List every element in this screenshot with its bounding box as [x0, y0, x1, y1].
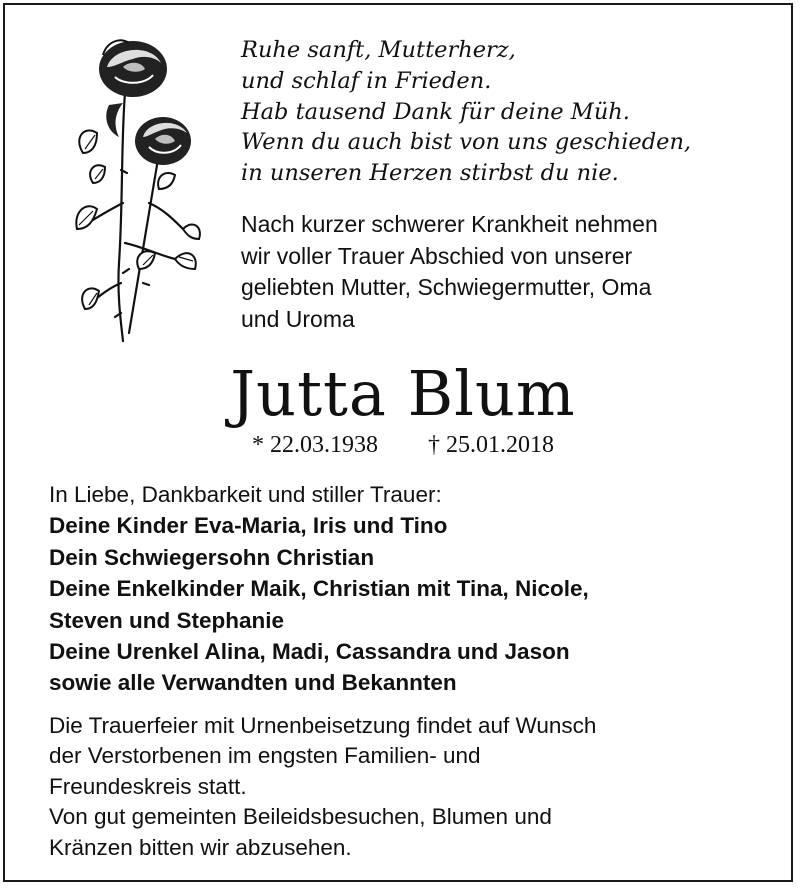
poem-line: Ruhe sanft, Mutterherz, [241, 37, 516, 63]
notice-line: der Verstorbenen im engsten Familien- und [49, 743, 481, 769]
life-dates [5, 430, 800, 460]
poem-line: Wenn du auch bist von uns geschieden, [241, 129, 692, 156]
funeral-notice [49, 711, 789, 863]
mourner-line: Dein Schwiegersohn Christian [49, 544, 375, 570]
announcement-intro [241, 209, 781, 335]
intro-line: und Uroma [241, 305, 355, 332]
poem-line: Hab tausend Dank für deine Müh. [241, 98, 630, 125]
mourner-line: Deine Enkelkinder Maik, Christian mit Tina, Nicole, [49, 576, 589, 602]
mourners-lead: In Liebe, Dankbarkeit und stiller Trauer: [49, 482, 442, 507]
notice-line: Freundeskreis statt. [49, 773, 247, 799]
poem-line: in unseren Herzen stirbst du nie. [241, 160, 619, 187]
deceased-name: Jutta Blum [230, 357, 576, 430]
birth-date: * 22.03.1938 [252, 432, 378, 458]
notice-line: Von gut gemeinten Beileidsbesuchen, Blumen und [49, 804, 552, 830]
intro-line: Nach kurzer schwerer Krankheit nehmen [241, 211, 658, 237]
mourner-line: Steven und Stephanie [49, 607, 285, 633]
notice-line: Kränzen bitten wir abzusehen. [49, 834, 352, 860]
mourner-line: Deine Urenkel Alina, Madi, Cassandra und Jason [49, 639, 570, 665]
intro-line: geliebten Mutter, Schwiegermutter, Oma [241, 274, 652, 301]
death-date: † 25.01.2018 [428, 432, 554, 458]
notice-line: Die Trauerfeier mit Urnenbeisetzung findet auf Wunsch [49, 713, 597, 738]
mourner-line: sowie alle Verwandten und Bekannten [49, 670, 457, 696]
obituary-frame [3, 3, 793, 882]
poem-line: und schlaf in Frieden. [241, 67, 492, 94]
intro-line: wir voller Trauer Abschied von unserer [241, 242, 633, 269]
rose-icon [63, 33, 203, 345]
mourners-list [49, 479, 789, 699]
mourner-line: Deine Kinder Eva-Maria, Iris und Tino [49, 513, 448, 539]
poem [241, 35, 781, 189]
